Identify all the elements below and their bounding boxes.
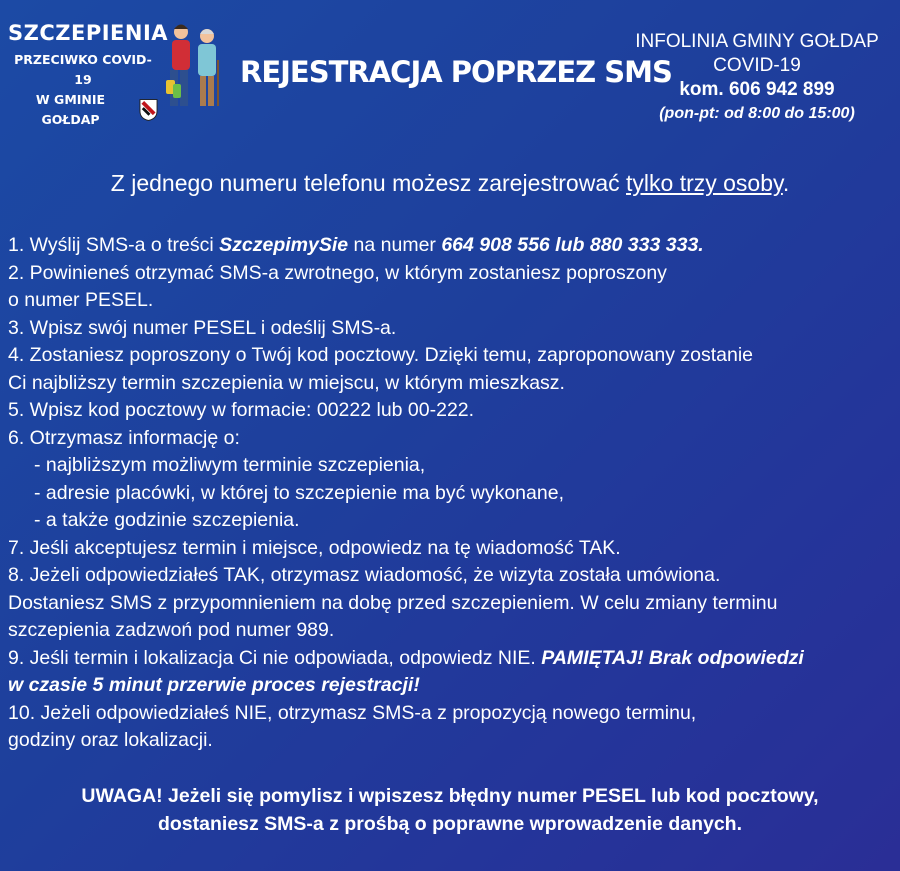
- step-1: [8, 232, 892, 260]
- header: [0, 0, 900, 140]
- logo-subtitle-municipality: [8, 90, 158, 130]
- intro-highlight: tylko trzy osoby: [626, 170, 783, 196]
- page-title: REJESTRACJA POPRZEZ SMS: [240, 55, 672, 89]
- step-9-warning: PAMIĘTAJ! Brak odpowiedzi: [541, 646, 804, 669]
- step-9-text: 9. Jeśli termin i lokalizacja Ci nie odpowiada, odpowiedz NIE.: [8, 646, 542, 669]
- helpline-phone: kom. 606 942 899: [679, 79, 835, 100]
- intro-pre: Z jednego numeru telefonu możesz zarejestrować: [110, 170, 627, 196]
- logo-subtitle: PRZECIWKO COVID-19: [14, 52, 152, 87]
- intro-text: [0, 170, 900, 197]
- step-7: 7. Jeśli akceptujesz termin i miejsce, odpowiedz na tę wiadomość TAK.: [8, 536, 621, 559]
- step-1-text: 1. Wyślij SMS-a o treści: [8, 234, 220, 256]
- steps-list: [8, 232, 892, 755]
- step-8-line-1: 8. Jeżeli odpowiedziałeś TAK, otrzymasz wiadomość, że wizyta została umówiona.: [8, 564, 721, 586]
- step-6-item-1: - najbliższym możliwym terminie szczepienia,: [34, 454, 426, 476]
- campaign-logo: [8, 20, 169, 130]
- step-6-item-3: - a także godzinie szczepienia.: [34, 509, 300, 531]
- coat-of-arms-icon: [139, 98, 158, 122]
- intro-post: .: [782, 170, 790, 196]
- step-1-text-2: na numer: [348, 234, 442, 256]
- warning-note-line-1: UWAGA! Jeżeli się pomylisz i wpiszesz błędny numer PESEL lub kod pocztowy,: [81, 785, 819, 807]
- logo-municipality-text: W GMINIE GOŁDAP: [35, 92, 106, 127]
- step-3: 3. Wpisz swój numer PESEL i odeślij SMS-a.: [8, 316, 397, 339]
- helpline-topic: COVID-19: [713, 55, 801, 76]
- step-10-line-2: godziny oraz lokalizacji.: [8, 729, 213, 751]
- helpline-title: INFOLINIA GMINY GOŁDAP: [635, 31, 879, 52]
- step-8-line-2: Dostaniesz SMS z przypomnieniem na dobę przed szczepieniem. W celu zmiany terminu: [8, 591, 778, 614]
- step-10-line-1: 10. Jeżeli odpowiedziałeś NIE, otrzymasz SMS-a z propozycją nowego terminu,: [8, 701, 697, 724]
- step-9-line-1: [8, 645, 892, 673]
- step-6: 6. Otrzymasz informację o:: [8, 426, 240, 449]
- step-8-line-3: szczepienia zadzwoń pod numer 989.: [8, 619, 335, 641]
- step-2-line-1: 2. Powinieneś otrzymać SMS-a zwrotnego, w którym zostaniesz poproszony: [8, 261, 667, 284]
- sms-numbers: 664 908 556 lub 880 333 333.: [441, 234, 704, 256]
- warning-note-line-2: dostaniesz SMS-a z prośbą o poprawne wprowadzenie danych.: [157, 812, 743, 835]
- helpline-info: [612, 30, 900, 126]
- step-5: 5. Wpisz kod pocztowy w formacie: 00222 lub 00-222.: [8, 399, 475, 421]
- step-4-line-1: 4. Zostaniesz poproszony o Twój kod pocztowy. Dzięki temu, zaproponowany zostanie: [8, 344, 753, 366]
- step-2-line-2: o numer PESEL.: [8, 289, 154, 311]
- logo-title: SZCZEPIENIA: [8, 21, 169, 45]
- step-4-line-2: Ci najbliższy termin szczepienia w miejscu, w którym mieszkasz.: [8, 371, 565, 394]
- step-9-line-2: w czasie 5 minut przerwie proces rejestracji!: [8, 674, 420, 696]
- sms-keyword: SzczepimySie: [219, 234, 349, 256]
- people-illustration-icon: [163, 20, 225, 115]
- helpline-hours: (pon-pt: od 8:00 do 15:00): [659, 105, 855, 122]
- warning-note: [0, 783, 900, 838]
- step-6-item-2: - adresie placówki, w której to szczepienie ma być wykonane,: [34, 481, 564, 504]
